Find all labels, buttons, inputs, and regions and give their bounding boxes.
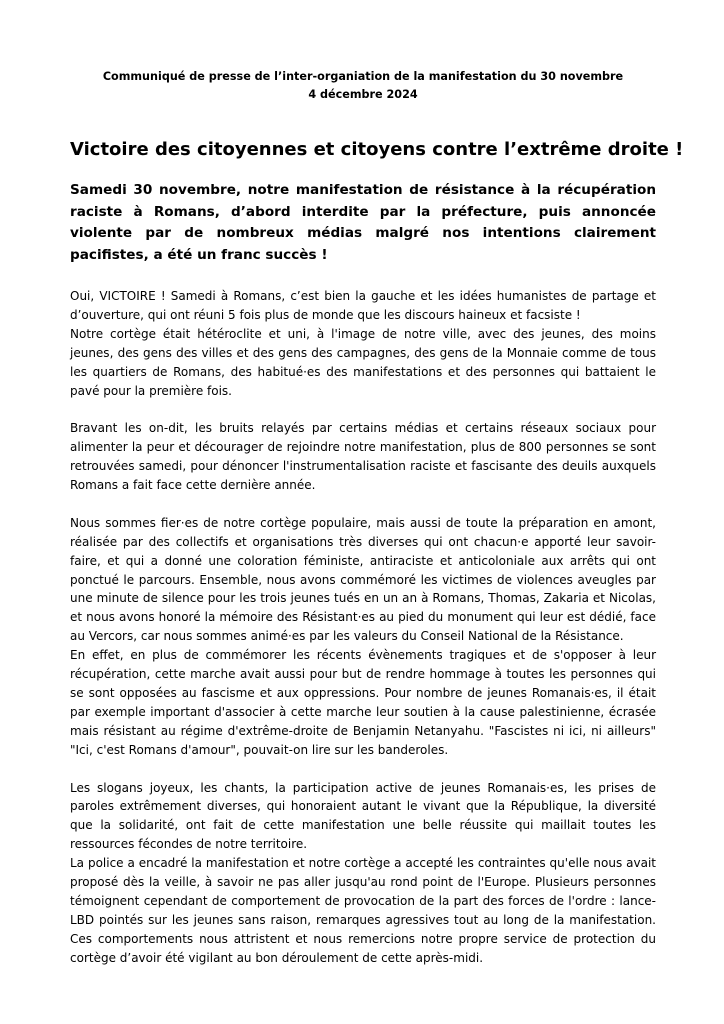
press-release-heading: Communiqué de presse de l’inter-organiation de la manifestation du 30 novembre bbox=[102, 70, 624, 83]
paragraph-spacer bbox=[70, 266, 656, 287]
lead-paragraph: Samedi 30 novembre, notre manifestation de résistance à la récupération raciste à Romans, d’abord interdite par la préfecture, puis annoncée violente par de nombreux médias malgré nos intentions clairement pacifistes, a été un franc succès ! bbox=[70, 182, 656, 263]
paragraph-victory: Oui, VICTOIRE ! Samedi à Romans, c’est bien la gauche et les idées humanistes de partage et d’ouverture, qui ont réuni 5 fois plus de monde que les discours haineux et facsiste ! bbox=[70, 289, 656, 322]
paragraph-spacer bbox=[70, 495, 656, 514]
paragraph-slogans: Les slogans joyeux, les chants, la participation active de jeunes Romanais·es, les prises de paroles extrêmement diverses, qui honoraient autant le vivant que la République, la diversité que la solidarité, ont fait de cette manifestation une belle réussite qui maillait toutes les ressources fécondes de notre territoire. bbox=[70, 780, 656, 852]
press-release-date: 4 décembre 2024 bbox=[308, 88, 418, 101]
document-title: Victoire des citoyennes et citoyens contre l’extrême droite ! bbox=[70, 139, 684, 160]
paragraph-spacer bbox=[70, 760, 656, 779]
paragraph-police: La police a encadré la manifestation et notre cortège a accepté les contraintes qu'elle nous avait proposé dès la veille, à savoir ne pas aller jusqu'au rond point de l'Europe. Plusieurs personnes témoignent cependant de comportement de provocation de la part des forces de l'ordre : lance-LBD pointés sur les jeunes sans raison, remarques agressives tout au long de la manifestation. Ces comportements nous attristent et nous remercions notre propre service de protection du cortège d’avoir été vigilant au bon déroulement de cette après-midi. bbox=[70, 856, 656, 965]
paragraph-turnout: Bravant les on-dit, les bruits relayés par certains médias et certains réseaux sociaux pour alimenter la peur et décourager de rejoindre notre manifestation, plus de 800 personnes se sont retrouvées samedi, pour dénoncer l'instrumentalisation raciste et fascisante des deuils auxquels Romans a fait face cette dernière année. bbox=[70, 421, 656, 493]
paragraph-procession: Notre cortège était hétéroclite et uni, à l'image de notre ville, avec des jeunes, des moins jeunes, des gens des villes et des gens des campagnes, des gens de la Monnaie comme de tous les quartiers de Romans, des habitué·es des manifestations et des personnes qui battaient le pavé pour la première fois. bbox=[70, 326, 656, 398]
paragraph-tribute: En effet, en plus de commémorer les récents évènements tragiques et de s'opposer à leur récupération, cette marche avait aussi pour but de rendre hommage à toutes les personnes qui se sont opposées au fascisme et aux oppressions. Pour nombre de jeunes Romanais·es, il était par exemple important d'associer à cette marche leur soutien à la cause palestinienne, écrasée mais résistant au régime d'extrême-droite de Benjamin Netanyahu. "Fascistes ni ici, ni ailleurs" "Ici, c'est Romans d'amour", pouvait-on lire sur les banderoles. bbox=[70, 648, 656, 757]
paragraph-preparation: Nous sommes fier·es de notre cortège populaire, mais aussi de toute la préparation en amont, réalisée par des collectifs et organisations très diverses qui ont chacun·e apporté leur savoir-faire, et qui a donné une coloration féministe, antiraciste et anticoloniale aux arrêts qui ont ponctué le parcours. Ensemble, nous avons commémoré les victimes de violences aveugles par une minute de silence pour les trois jeunes tués en un an à Romans, Thomas, Zakaria et Nicolas, et nous avons honoré la mémoire des Résistant·es au pied du monument qui leur est dédié, face au Vercors, car nous sommes animé·es par les valeurs du Conseil National de la Résistance. bbox=[70, 515, 656, 644]
press-release-page bbox=[70, 68, 684, 968]
paragraph-spacer bbox=[70, 400, 656, 419]
